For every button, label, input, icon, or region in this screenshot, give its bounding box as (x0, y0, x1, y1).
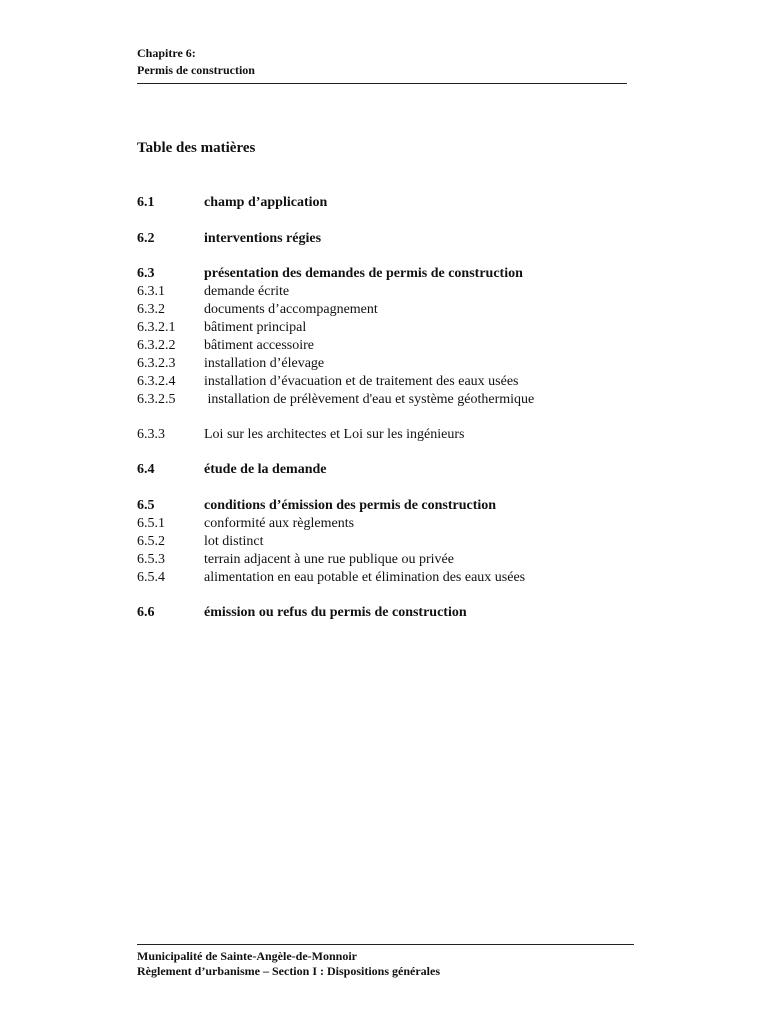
toc-entry-number: 6.1 (137, 195, 155, 210)
toc-entry-text: émission ou refus du permis de construction (204, 605, 467, 620)
toc-entry-number: 6.3.2.4 (137, 374, 176, 389)
toc-entry-text: alimentation en eau potable et élimination des eaux usées (204, 570, 526, 585)
toc-title: Table des matières (137, 140, 256, 156)
toc-entry-text: étude de la demande (204, 462, 327, 477)
toc-entry-text: interventions régies (204, 231, 322, 246)
toc-entry-text: lot distinct (204, 534, 264, 549)
toc-entry-number: 6.3.2 (137, 302, 165, 317)
footer-rule (137, 944, 634, 945)
toc-entry-text: demande écrite (204, 284, 290, 299)
toc-entry-number: 6.6 (137, 605, 155, 620)
toc-entry-number: 6.5 (137, 498, 155, 513)
footer-municipality: Municipalité de Sainte-Angèle-de-Monnoir (137, 949, 357, 963)
toc-entry-number: 6.3.2.3 (137, 356, 176, 371)
toc-entry-number: 6.4 (137, 462, 155, 477)
toc-entry-text: installation de prélèvement d'eau et système géothermique (204, 392, 535, 407)
chapter-title: Permis de construction (137, 63, 255, 77)
toc-entry-number: 6.3.3 (137, 427, 165, 442)
footer-regulation: Règlement d’urbanisme – Section I : Dispositions générales (137, 964, 440, 978)
page-header (137, 45, 637, 84)
toc-entry-text: bâtiment principal (204, 320, 307, 335)
toc-entry-text: documents d’accompagnement (204, 302, 378, 317)
toc-entry-number: 6.3.1 (137, 284, 165, 299)
toc-entry-text: champ d’application (204, 195, 328, 210)
toc-entry-number: 6.3.2.2 (137, 338, 176, 353)
toc-entry-text: Loi sur les architectes et Loi sur les ingénieurs (204, 427, 465, 442)
toc-entry-text: conformité aux règlements (204, 516, 355, 531)
toc-entry-number: 6.5.1 (137, 516, 165, 531)
header-rule (137, 83, 627, 84)
toc-entry-number: 6.5.2 (137, 534, 165, 549)
toc-entry-number: 6.5.4 (137, 570, 165, 585)
toc-entry-number: 6.2 (137, 231, 155, 246)
toc-entry-number: 6.3.2.1 (137, 320, 176, 335)
toc-entry-text: installation d’évacuation et de traitement des eaux usées (204, 374, 519, 389)
page-footer (137, 944, 637, 979)
toc-entry-number: 6.3.2.5 (137, 392, 176, 407)
toc-entry-text: installation d’élevage (204, 356, 325, 371)
toc-entry-number: 6.3 (137, 266, 155, 281)
toc-entry-text: bâtiment accessoire (204, 338, 315, 353)
chapter-label: Chapitre 6: (137, 46, 196, 60)
toc-entry-text: terrain adjacent à une rue publique ou privée (204, 552, 454, 567)
toc-entry-number: 6.5.3 (137, 552, 165, 567)
toc-entry-text: présentation des demandes de permis de construction (204, 266, 523, 281)
toc-entry-text: conditions d’émission des permis de construction (204, 498, 497, 513)
